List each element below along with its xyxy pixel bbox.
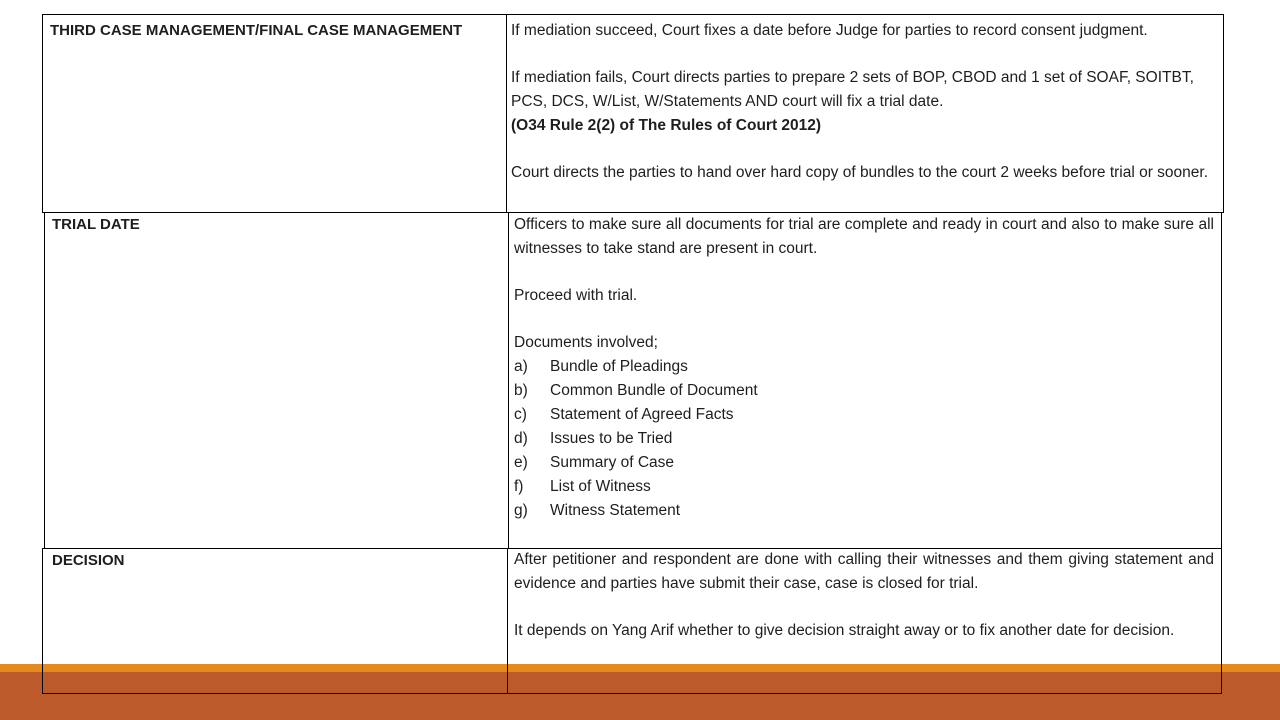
table-edge-middle bbox=[507, 664, 508, 694]
paragraph: If mediation fails, Court directs parties to prepare 2 sets of BOP, CBOD and 1 set of SOAF, SOITBT, PCS, DCS, W/List, W/Statements AND court will fix a trial date. bbox=[511, 69, 1194, 110]
list-text: Issues to be Tried bbox=[550, 430, 673, 447]
table-edge-bottom bbox=[42, 693, 1222, 694]
list-letter: b) bbox=[514, 382, 528, 399]
paragraph: If mediation succeed, Court fixes a date before Judge for parties to record consent judgment. bbox=[511, 22, 1148, 39]
table-edge-right bbox=[1221, 664, 1222, 694]
paragraph: Proceed with trial. bbox=[514, 287, 638, 304]
list-letter: c) bbox=[514, 406, 527, 423]
list-letter: d) bbox=[514, 430, 528, 447]
decision-label: DECISION bbox=[52, 552, 125, 569]
paragraph: Documents involved; bbox=[514, 334, 658, 351]
trial-date-content bbox=[514, 213, 1214, 523]
list-item bbox=[514, 379, 1214, 403]
paragraph: Court directs the parties to hand over hard copy of bundles to the court 2 weeks before trial or sooner. bbox=[511, 164, 1209, 181]
decision-content bbox=[514, 548, 1214, 643]
paragraph: Officers to make sure all documents for trial are complete and ready in court and also to make sure all witnesses to take stand are present in court. bbox=[514, 216, 1214, 257]
list-text: Common Bundle of Document bbox=[550, 382, 758, 399]
table-edge-left bbox=[42, 664, 43, 694]
list-item bbox=[514, 499, 1214, 523]
list-item bbox=[514, 427, 1214, 451]
accent-band-dark bbox=[0, 672, 1280, 720]
third-case-management-content bbox=[511, 19, 1219, 185]
row1-label-cell bbox=[42, 14, 507, 213]
rule-reference: (O34 Rule 2(2) of The Rules of Court 2012) bbox=[511, 117, 822, 134]
row2-label-cell bbox=[44, 212, 509, 549]
list-item bbox=[514, 355, 1214, 379]
list-letter: e) bbox=[514, 454, 528, 471]
trial-date-label: TRIAL DATE bbox=[52, 216, 140, 233]
paragraph: It depends on Yang Arif whether to give decision straight away or to fix another date for decision. bbox=[514, 622, 1175, 639]
list-item bbox=[514, 403, 1214, 427]
list-text: Bundle of Pleadings bbox=[550, 358, 688, 375]
third-case-management-label: THIRD CASE MANAGEMENT/FINAL CASE MANAGEMENT bbox=[50, 22, 463, 39]
accent-band-light bbox=[0, 664, 1280, 672]
list-text: List of Witness bbox=[550, 478, 651, 495]
list-text: Summary of Case bbox=[550, 454, 675, 471]
documents-list bbox=[514, 355, 1214, 523]
list-letter: f) bbox=[514, 478, 524, 495]
paragraph: After petitioner and respondent are done with calling their witnesses and them giving statement and evidence and parties have submit their case, case is closed for trial. bbox=[514, 551, 1214, 592]
list-letter: g) bbox=[514, 502, 528, 519]
list-letter: a) bbox=[514, 358, 528, 375]
list-item bbox=[514, 451, 1214, 475]
list-text: Statement of Agreed Facts bbox=[550, 406, 734, 423]
list-text: Witness Statement bbox=[550, 502, 681, 519]
list-item bbox=[514, 475, 1214, 499]
